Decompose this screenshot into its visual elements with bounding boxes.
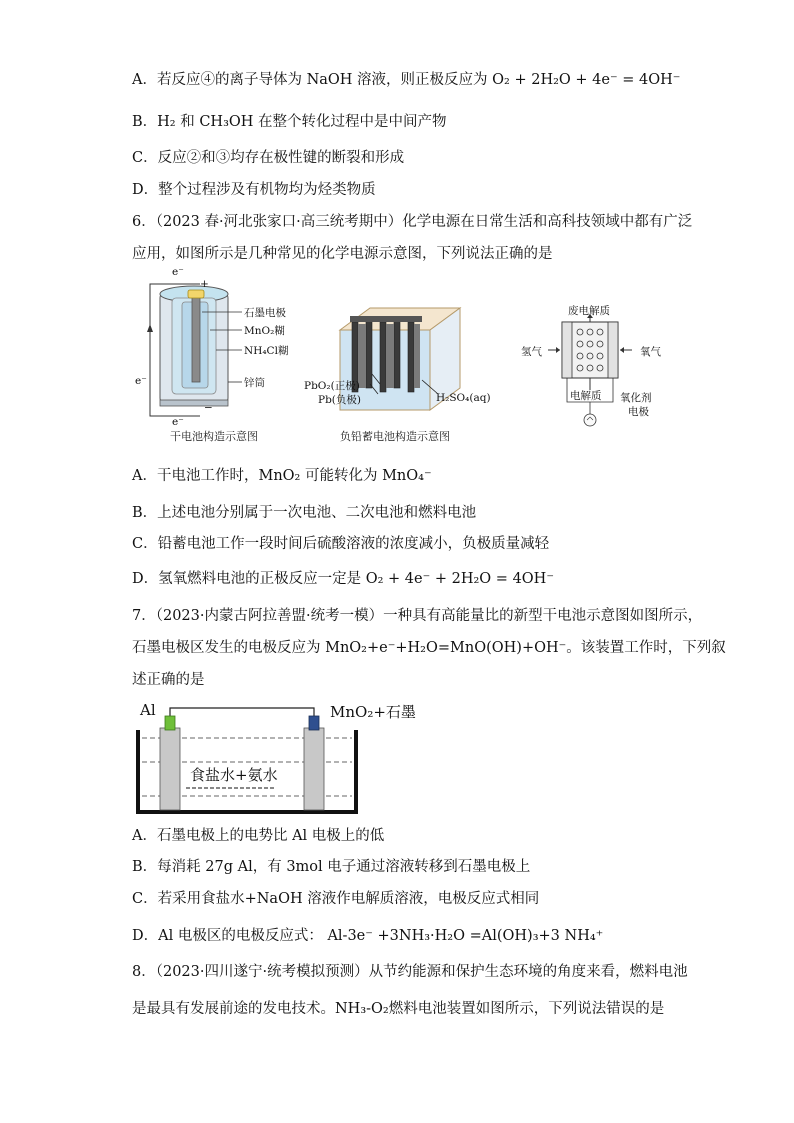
q6-option-b: B．上述电池分别属于一次电池、二次电池和燃料电池 bbox=[132, 505, 477, 521]
dry-cell-e-bottom: e⁻ bbox=[172, 416, 184, 428]
dry-cell-minus: − bbox=[204, 402, 213, 414]
q5-option-d: D．整个过程涉及有机物均为烃类物质 bbox=[132, 182, 376, 198]
q7-option-d: D．Al 电极区的电极反应式： Al-3e⁻ +3NH₃·H₂O =Al(OH)₃+3 NH₄⁺ bbox=[132, 928, 604, 944]
label-hydrogen: 氢气 bbox=[521, 346, 542, 358]
dry-cell-caption: 干电池构造示意图 bbox=[170, 430, 258, 443]
label-catalyst-line2: 电极 bbox=[628, 406, 649, 418]
label-h2so4: H₂SO₄(aq) bbox=[436, 392, 491, 404]
label-al-electrode: Al bbox=[140, 701, 156, 719]
q5-option-b: B．H₂ 和 CH₃OH 在整个转化过程中是中间产物 bbox=[132, 114, 447, 130]
dry-cell-e-top: e⁻ bbox=[172, 266, 184, 278]
q7-option-b: B．每消耗 27g Al，有 3mol 电子通过溶液转移到石墨电极上 bbox=[132, 859, 531, 875]
q6-option-d: D．氢氧燃料电池的正极反应一定是 O₂ + 4e⁻ + 2H₂O = 4OH⁻ bbox=[132, 571, 554, 587]
q6-stem-line1: 6．（2023 春·河北张家口·高三统考期中）化学电源在日常生活和高科技领域中都有广泛 bbox=[132, 214, 693, 230]
q6-option-a: A．干电池工作时，MnO₂ 可能转化为 MnO₄⁻ bbox=[132, 468, 432, 484]
label-zinc-can: 锌筒 bbox=[244, 377, 265, 389]
label-electrolyte: 电解质 bbox=[570, 390, 602, 402]
q8-stem-line2: 是最具有发展前途的发电技术。NH₃-O₂燃料电池装置如图所示，下列说法错误的是 bbox=[132, 1001, 665, 1017]
q6-stem-line2: 应用，如图所示是几种常见的化学电源示意图，下列说法正确的是 bbox=[132, 246, 553, 262]
q7-stem-line1: 7．（2023·内蒙古阿拉善盟·统考一模）一种具有高能量比的新型干电池示意图如图所示， bbox=[132, 608, 703, 624]
dry-cell-plus: + bbox=[200, 278, 209, 290]
q7-stem-line2: 石墨电极区发生的电极反应为 MnO₂+e⁻+H₂O=MnO(OH)+OH⁻。该装置工作时，下列叙 bbox=[132, 640, 726, 656]
label-solution: 食盐水+氨水 bbox=[190, 766, 278, 784]
q8-stem-line1: 8．（2023·四川遂宁·统考模拟预测）从节约能源和保护生态环境的角度来看，燃料电池 bbox=[132, 964, 688, 980]
q7-stem-line3: 述正确的是 bbox=[132, 672, 205, 688]
dry-cell-e-left: e⁻ bbox=[135, 375, 147, 387]
label-catalyst-line1: 氧化剂 bbox=[620, 392, 652, 404]
label-mno2-graphite: MnO₂+石墨 bbox=[330, 703, 416, 721]
q7-option-a: A．石墨电极上的电势比 Al 电极上的低 bbox=[132, 828, 385, 844]
label-mno2-paste: MnO₂糊 bbox=[244, 325, 285, 337]
q7-option-c: C．若采用食盐水+NaOH 溶液作电解质溶液，电极反应式相同 bbox=[132, 891, 540, 907]
q6-option-c: C．铅蓄电池工作一段时间后硫酸溶液的浓度减小，负极质量减轻 bbox=[132, 536, 550, 552]
label-waste-electrolyte: 废电解质 bbox=[568, 305, 610, 317]
label-pb-negative: Pb(负极) bbox=[318, 394, 361, 406]
lead-acid-caption: 负铅蓄电池构造示意图 bbox=[340, 430, 450, 443]
label-nh4cl-paste: NH₄Cl糊 bbox=[244, 345, 289, 357]
fuel-cell-diagram bbox=[548, 314, 638, 432]
label-oxygen: 氧气 bbox=[640, 346, 661, 358]
label-pbo2-positive: PbO₂(正极) bbox=[304, 380, 360, 392]
q5-option-c: C．反应②和③均存在极性键的断裂和形成 bbox=[132, 150, 405, 166]
q5-option-a: A．若反应④的离子导体为 NaOH 溶液，则正极反应为 O₂ + 2H₂O + 4e⁻ = 4OH⁻ bbox=[132, 72, 681, 88]
label-graphite-electrode: 石墨电极 bbox=[244, 307, 286, 319]
